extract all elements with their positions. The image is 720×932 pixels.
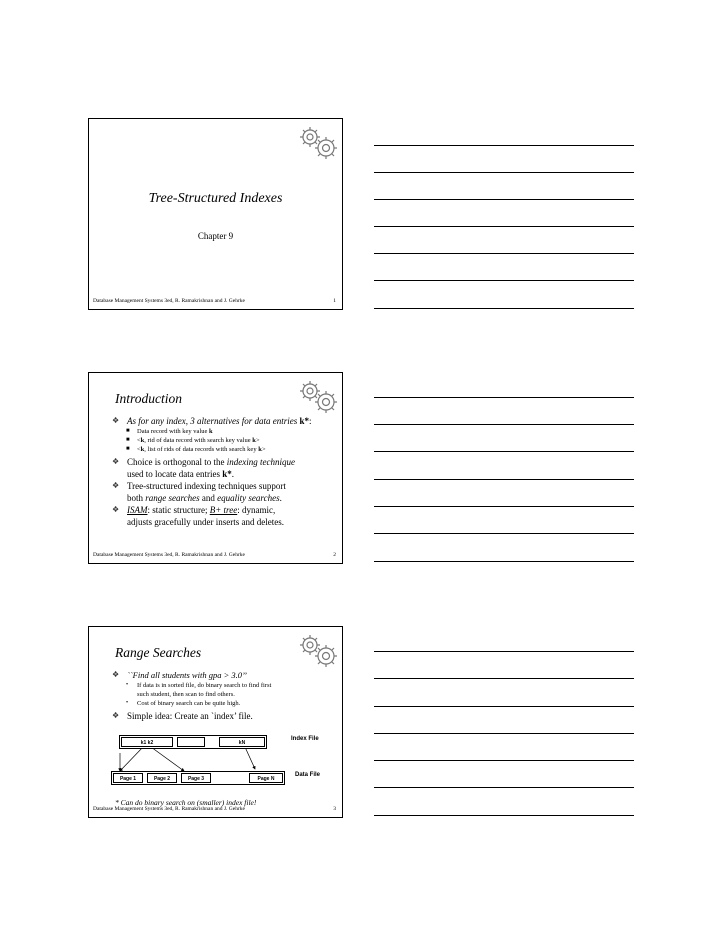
sub-bullet-text: , rid of data record with search key value	[144, 437, 253, 444]
sub-bullet	[109, 427, 332, 436]
sub-bullet-text: <	[137, 437, 141, 444]
page-number: 2	[333, 552, 336, 558]
page-box	[113, 773, 143, 783]
note-line	[374, 397, 634, 398]
note-line	[374, 651, 634, 652]
note-line	[374, 733, 634, 734]
footer-text: Database Management Systems 3ed, R. Ramakrishnan and J. Gehrke	[93, 806, 245, 812]
note-line	[374, 506, 634, 507]
gears-icon	[296, 377, 340, 415]
diamond-bullet-icon: ❖	[112, 670, 120, 679]
sub-bullet-text: If data is in sorted file, do binary search to find first	[137, 682, 272, 689]
page-box	[249, 773, 283, 783]
sub-bullet-key: k	[209, 428, 213, 435]
note-line	[374, 533, 634, 534]
note-line	[374, 706, 634, 707]
gears-icon	[296, 123, 340, 161]
bullet	[109, 415, 332, 427]
bullet-text: adjusts gracefully under inserts and deletes.	[127, 517, 284, 527]
bullet	[109, 504, 332, 528]
bullet-text: B+ tree	[209, 505, 238, 515]
page-label: Page N	[257, 776, 275, 782]
slide-heading: Introduction	[115, 391, 182, 406]
diamond-bullet-icon: ❖	[112, 457, 120, 466]
slide-heading: Range Searches	[115, 645, 202, 660]
note-line	[374, 280, 634, 281]
sub-bullet-text: Cost of binary search can be quite high.	[137, 700, 241, 707]
sub-bullet-text: >	[261, 446, 266, 453]
index-key-n: kN	[238, 740, 246, 746]
page-box	[147, 773, 177, 783]
bullet-text: Choice is orthogonal to the	[127, 457, 227, 467]
diamond-bullet-icon: ❖	[112, 711, 120, 720]
sub-bullet-text: such student, then scan to find others.	[137, 691, 235, 698]
bullet	[109, 456, 332, 480]
bullet	[109, 480, 332, 504]
data-file-label: Data File	[295, 772, 321, 778]
page-number: 1	[333, 298, 336, 304]
note-line	[374, 451, 634, 452]
bullet-text: ISAM	[127, 505, 148, 515]
note-line	[374, 253, 634, 254]
sub-bullet-text: >	[255, 437, 260, 444]
note-line	[374, 678, 634, 679]
page-label: Page 2	[153, 776, 171, 782]
slide-footer	[93, 806, 336, 813]
note-line	[374, 424, 634, 425]
index-file-label: Index File	[291, 736, 319, 742]
sub-bullet-text: Data record with key value	[137, 428, 210, 435]
diagram-arrows	[89, 627, 344, 819]
index-cell	[219, 737, 265, 747]
slide-1	[88, 118, 343, 310]
square-bullet-icon: •	[126, 700, 129, 706]
note-line	[374, 815, 634, 816]
bullet-text: : dynamic,	[237, 505, 276, 515]
slide-footer	[93, 298, 336, 305]
note-line	[374, 172, 634, 173]
page-box	[181, 773, 211, 783]
slide-3	[88, 626, 343, 818]
diamond-bullet-icon: ❖	[112, 481, 120, 490]
square-bullet-icon: •	[126, 682, 129, 688]
slide-caption: * Can do binary search on (smaller) index file!	[115, 798, 257, 807]
sub-bullet-text: , list of rids of data records with search key	[144, 446, 259, 453]
bullet-text: used to locate data entries	[127, 469, 223, 479]
bullet-text: : static structure;	[147, 505, 210, 515]
bullet-text: .	[279, 493, 282, 503]
slide-footer	[93, 552, 336, 559]
bullet-text: As for any index, 3 alternatives for data entries	[127, 416, 300, 426]
index-cell	[177, 737, 205, 747]
sub-bullet	[109, 436, 332, 445]
footer-text: Database Management Systems 3ed, R. Ramakrishnan and J. Gehrke	[93, 298, 245, 304]
note-line	[374, 561, 634, 562]
slide-title: Tree-Structured Indexes	[148, 191, 283, 206]
sub-bullet-key: k	[258, 446, 262, 453]
bullet-text: Tree-structured indexing techniques support	[127, 481, 286, 491]
note-line	[374, 479, 634, 480]
note-line	[374, 308, 634, 309]
bullet-text: ``Find all students with gpa > 3.0’’	[127, 670, 247, 680]
sub-bullet-text: <	[137, 446, 141, 453]
slide-body	[109, 415, 332, 528]
bullet-text: indexing technique	[226, 457, 295, 467]
page-number: 3	[333, 806, 336, 812]
note-line	[374, 760, 634, 761]
bullet-text: Simple idea: Create an `index’ file.	[127, 711, 253, 721]
slide-2	[88, 372, 343, 564]
bullet-key: k*	[222, 469, 232, 479]
slide-subtitle: Chapter 9	[197, 231, 234, 241]
bullet-key: k*	[299, 416, 309, 426]
sub-bullet-key: k	[140, 437, 145, 444]
page-label: Page 1	[119, 776, 137, 782]
bullet-text: .	[231, 469, 234, 479]
bullet-text: and	[199, 493, 218, 503]
diamond-bullet-icon: ❖	[112, 505, 120, 514]
index-cell	[121, 737, 173, 747]
sub-bullet-key: k	[140, 446, 145, 453]
sub-bullet	[109, 445, 332, 454]
note-line	[374, 145, 634, 146]
square-bullet-icon: ■	[126, 437, 130, 443]
page-label: Page 3	[187, 776, 205, 782]
sub-bullet-key: k	[252, 437, 256, 444]
index-diagram	[89, 627, 344, 819]
footer-text: Database Management Systems 3ed, R. Ramakrishnan and J. Gehrke	[93, 552, 245, 558]
bullet-text: :	[309, 416, 312, 426]
square-bullet-icon: ■	[126, 428, 130, 434]
bullet-text: both	[127, 493, 146, 503]
bullet-text: equality searches	[217, 493, 280, 503]
square-bullet-icon: ■	[126, 446, 130, 452]
index-keys: k1 k2	[140, 740, 154, 746]
bullet-text: range searches	[145, 493, 200, 503]
note-line	[374, 787, 634, 788]
note-line	[374, 226, 634, 227]
diamond-bullet-icon: ❖	[112, 416, 120, 425]
note-line	[374, 199, 634, 200]
